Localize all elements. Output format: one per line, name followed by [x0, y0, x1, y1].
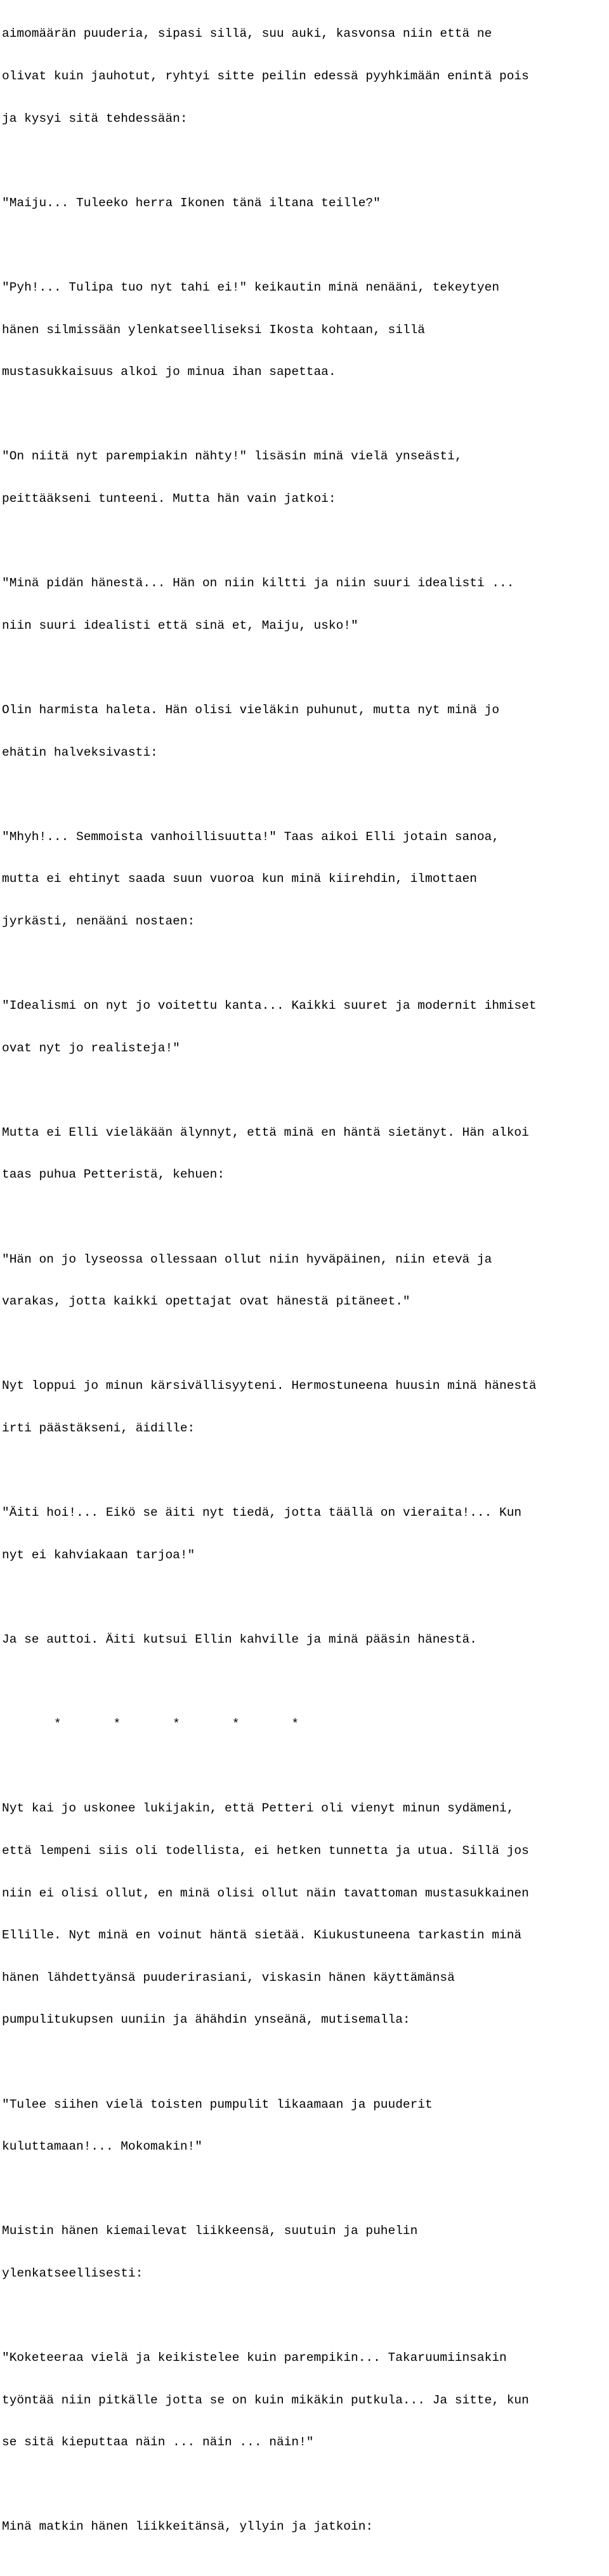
- text-line: "Hän on jo lyseossa ollessaan ollut niin hyväpäinen, niin etevä ja: [2, 1252, 492, 1266]
- document-body: [2, 0, 609, 2576]
- paragraph: [2, 2492, 609, 2562]
- text-line: niin suuri idealisti että sinä et, Maiju, usko!": [2, 618, 358, 633]
- paragraph: [2, 801, 609, 956]
- text-line: varakas, jotta kaikki opettajat ovat hänestä pitäneet.": [2, 1294, 410, 1309]
- paragraph: [2, 1605, 609, 1675]
- text-line: "Koketeeraa vielä ja keikistelee kuin parempikin... Takaruumiinsakin: [2, 2351, 507, 2365]
- asterisk-divider: * * * * *: [2, 1717, 299, 1732]
- paragraph: [2, 2323, 609, 2478]
- text-line: mutta ei ehtinyt saada suun vuoroa kun minä kiirehdin, ilmottaen: [2, 872, 477, 886]
- text-line: mustasukkaisuus alkoi jo minua ihan sapettaa.: [2, 365, 336, 379]
- text-line: kuluttamaan!... Mokomakin!": [2, 2139, 202, 2154]
- paragraph: [2, 2069, 609, 2182]
- text-line: ovat nyt jo realisteja!": [2, 1041, 180, 1055]
- text-line: "Minä pidän hänestä... Hän on niin kiltti ja niin suuri idealisti ...: [2, 576, 514, 591]
- text-line: Olin harmista haleta. Hän olisi vieläkin puhunut, mutta nyt minä jo: [2, 702, 500, 717]
- paragraph: [2, 1351, 609, 1464]
- text-line: Muistin hänen kiemailevat liikkeensä, suutuin ja puhelin: [2, 2224, 418, 2238]
- text-line: taas puhua Petteristä, kehuen:: [2, 1167, 225, 1182]
- text-line: "Äiti hoi!... Eikö se äiti nyt tiedä, jotta täällä on vieraita!... Kun: [2, 1506, 522, 1520]
- text-line: "Idealismi on nyt jo voitettu kanta... Kaikki suuret ja modernit ihmiset: [2, 999, 537, 1013]
- text-line: "Maiju... Tuleeko herra Ikonen tänä iltana teille?": [2, 195, 381, 210]
- text-line: "Mhyh!... Semmoista vanhoillisuutta!" Taas aikoi Elli jotain sanoa,: [2, 829, 500, 844]
- paragraph: [2, 2196, 609, 2309]
- paragraph: [2, 168, 609, 238]
- text-line: nyt ei kahviakaan tarjoa!": [2, 1548, 195, 1562]
- text-line: niin ei olisi ollut, en minä olisi ollut näin tavattoman mustasukkainen: [2, 1886, 529, 1900]
- text-line: "On niitä nyt parempiakin nähty!" lisäsin minä vielä ynseästi,: [2, 449, 462, 464]
- text-line: jyrkästi, nenääni nostaen:: [2, 914, 195, 928]
- text-line: työntää niin pitkälle jotta se on kuin mikäkin putkula... Ja sitte, kun: [2, 2393, 529, 2407]
- paragraph: [2, 971, 609, 1084]
- text-line: "Pyh!... Tulipa tuo nyt tahi ei!" keikautin minä nenääni, tekeytyen: [2, 280, 500, 294]
- paragraph: [2, 0, 609, 154]
- text-line: että lempeni siis oli todellista, ei hetken tunnetta ja utua. Sillä jos: [2, 1843, 529, 1858]
- paragraph: [2, 1097, 609, 1210]
- text-line: hänen silmissään ylenkatseelliseksi Ikosta kohtaan, sillä: [2, 322, 426, 337]
- text-line: ja kysyi sitä tehdessään:: [2, 111, 188, 126]
- text-line: Ja se auttoi. Äiti kutsui Ellin kahville ja minä pääsin hänestä.: [2, 1632, 477, 1646]
- text-line: olivat kuin jauhotut, ryhtyi sitte peilin edessä pyyhkimään enintä pois: [2, 69, 529, 83]
- text-line: peittääkseni tunteeni. Mutta hän vain jatkoi:: [2, 491, 336, 506]
- text-line: "Tulee siihen vielä toisten pumpulit likaamaan ja puuderit: [2, 2097, 433, 2112]
- text-line: ylenkatseellisesti:: [2, 2266, 143, 2280]
- paragraph: [2, 1478, 609, 1591]
- text-line: Mutta ei Elli vieläkään älynnyt, että minä en häntä sietänyt. Hän alkoi: [2, 1125, 529, 1140]
- paragraph: [2, 253, 609, 407]
- paragraph: [2, 675, 609, 788]
- text-line: pumpulitukupsen uuniin ja ähähdin ynseänä, mutisemalla:: [2, 2013, 410, 2027]
- text-line: irti päästäkseni, äidille:: [2, 1421, 195, 1435]
- text-line: aimomäärän puuderia, sipasi sillä, suu auki, kasvonsa niin että ne: [2, 27, 492, 41]
- paragraph: [2, 1773, 609, 2055]
- text-line: Nyt loppui jo minun kärsivällisyyteni. Hermostuneena huusin minä hänestä: [2, 1379, 537, 1393]
- section-break: [2, 1689, 609, 1759]
- paragraph: [2, 421, 609, 534]
- text-line: se sitä kieputtaa näin ... näin ... näin!": [2, 2435, 314, 2450]
- paragraph: [2, 548, 609, 661]
- text-line: Minä matkin hänen liikkeitänsä, yllyin ja jatkoin:: [2, 2520, 374, 2534]
- text-line: Ellille. Nyt minä en voinut häntä sietää. Kiukustuneena tarkastin minä: [2, 1928, 522, 1943]
- paragraph: [2, 1224, 609, 1337]
- text-line: ehätin halveksivasti:: [2, 745, 158, 759]
- text-line: hänen lähdettyänsä puuderirasiani, viskasin hänen käyttämänsä: [2, 1970, 455, 1985]
- text-line: Nyt kai jo uskonee lukijakin, että Petteri oli vienyt minun sydämeni,: [2, 1801, 514, 1816]
